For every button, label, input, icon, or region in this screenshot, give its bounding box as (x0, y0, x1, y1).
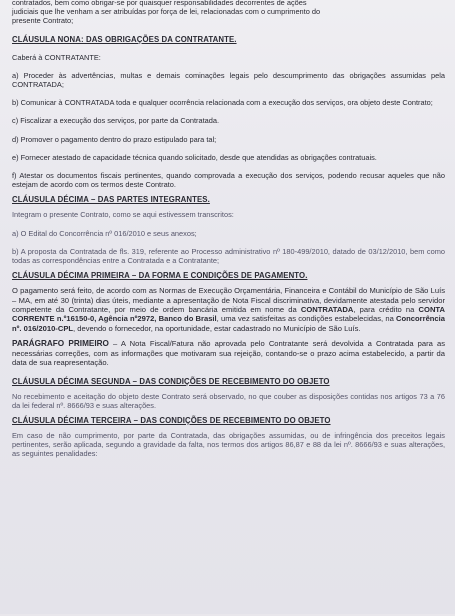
contratada-emphasis: CONTRATADA (300, 305, 354, 315)
pagamento-paragraph (12, 286, 445, 333)
pagamento-text-a: O pagamento será feito, de acordo com as Normas de Execução Orçamentária, Financeira e Contábil do Município de São Luís – MA, em até 30 (trinta) dias úteis, mediante a apresentação de Nota Fiscal discriminativa, devidamente atestada pelo servidor competente da Contratante, por meio de ordem bancária emitida em nome da (12, 286, 445, 315)
obrigacao-b: b) Comunicar à CONTRATADA toda e qualquer ocorrência relacionada com a execução dos serviços, ora objeto deste Contrato; (12, 98, 433, 108)
intro-line-2: judiciais que lhe venham a ser atribuídas por força de lei, relacionadas com o cumprimento do (12, 7, 321, 17)
clausula-decima-segunda-heading: CLÁUSULA DÉCIMA SEGUNDA – DAS CONDIÇÕES DE RECEBIMENTO DO OBJETO (12, 376, 330, 386)
concorrencia-emphasis: Concorrência nº. 016/2010-CPL (12, 314, 445, 333)
obrigacao-d: d) Promover o pagamento dentro do prazo estipulado para tal; (12, 134, 217, 144)
conta-corrente-emphasis: CONTA CORRENTE n.º16150-0, Agência nº2972, Banco do Brasil (12, 305, 445, 324)
intro-line-3: presente Contrato; (12, 16, 74, 26)
paragrafo-primeiro (12, 339, 445, 367)
pagamento-text-b: , para crédito na (353, 305, 419, 315)
clausula-decima-segunda-text: No recebimento e aceitação do objeto deste Contrato será observado, no que couber as disposições contidas nos artigos 73 a 76 da lei federal nº. 8666/93 e suas alterações. (12, 391, 445, 410)
clausula-decima-terceira-text: Em caso de não cumprimento, por parte da Contratada, das obrigações assumidas, ou de infringência dos preceitos legais pertinentes, serão aplicada, segundo a gravidade da falta, nos termos dos artigos 86,87 e 88 da lei nº. 8666/93 e suas alterações, as seguintes penalidades: (12, 430, 445, 459)
pagamento-text-d: , devendo o fornecedor, na oportunidade, estar cadastrado no Município de São Luís. (73, 323, 361, 333)
clausula-decima-lead: Integram o presente Contrato, como se aqui estivessem transcritos: (12, 210, 234, 220)
clausula-decima-primeira-heading: CLÁUSULA DÉCIMA PRIMEIRA – DA FORMA E CONDIÇÕES DE PAGAMENTO. (12, 271, 308, 281)
obrigacao-e: e) Fornecer atestado de capacidade técnica quando solicitado, desde que atendidas as obrigações contratuais. (12, 152, 377, 162)
integrante-a: a) O Edital do Concorrência nº 016/2010 e seus anexos; (12, 228, 197, 238)
clausula-decima-terceira-heading: CLÁUSULA DÉCIMA TERCEIRA – DAS CONDIÇÕES DE RECEBIMENTO DO OBJETO (12, 415, 331, 425)
paragrafo-primeiro-text: – A Nota Fiscal/Fatura não aprovada pelo Contratante será devolvida a Contratada para as necessárias correções, com as informações que motivaram sua rejeição, contando-se o prazo acima estabelecido, a partir da data de sua reapresentação. (12, 339, 445, 368)
clausula-nona-heading: CLÁUSULA NONA: DAS OBRIGAÇÕES DA CONTRATANTE. (12, 34, 237, 44)
obrigacao-a: a) Proceder às advertências, multas e demais cominações legais pelo descumprimento das obrigações assumidas pela CONTRATADA; (12, 70, 445, 90)
paragrafo-primeiro-label: PARÁGRAFO PRIMEIRO (12, 339, 109, 349)
pagamento-text-c: , uma vez satisfeitas as condições estabelecidas, na (216, 314, 397, 324)
clausula-decima-heading: CLÁUSULA DÉCIMA – DAS PARTES INTEGRANTES. (12, 195, 210, 205)
integrante-b: b) A proposta da Contratada de fls. 319, referente ao Processo administrativo nº 180-499/2010, datado de 03/12/2010, bem como todas as correspondências entre a Contratada e a Contratante; (12, 246, 445, 266)
clausula-nona-lead: Caberá à CONTRATANTE: (12, 52, 101, 62)
obrigacao-c: c) Fiscalizar a execução dos serviços, por parte da Contratada. (12, 116, 220, 126)
intro-paragraph (12, 0, 445, 26)
obrigacao-f: f) Atestar os documentos fiscais pertinentes, quando comprovada a execução dos serviços, podendo recusar aqueles que não estejam de acordo com os termos deste Contrato. (12, 171, 445, 190)
intro-line-1: contratados, bem como obrigar-se por quaisquer responsabilidades decorrentes de ações (12, 0, 307, 7)
